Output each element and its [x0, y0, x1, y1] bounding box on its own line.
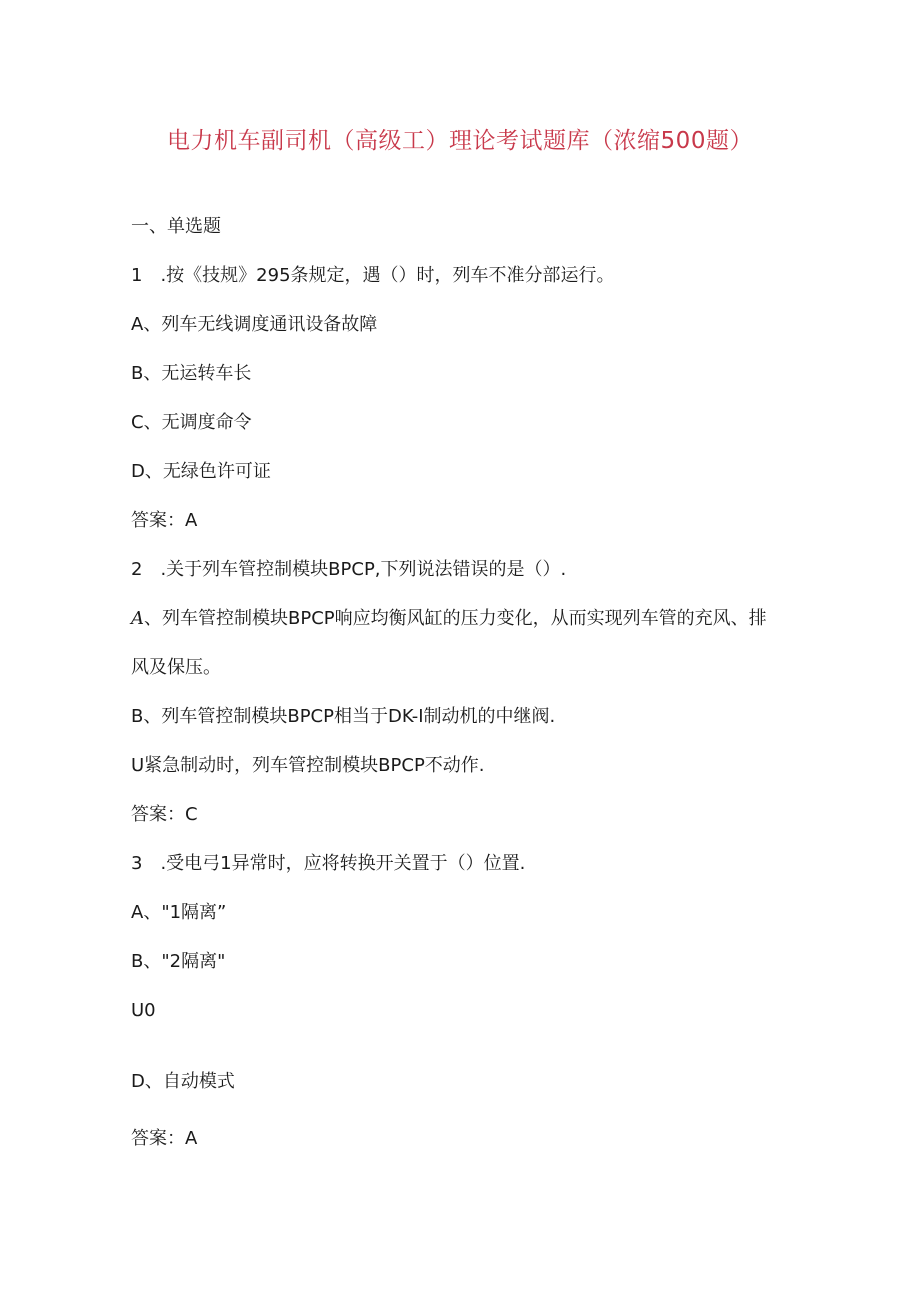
question-1-option-b: B、无运转车长 [131, 363, 252, 384]
question-3-option-b: B、"2隔离" [131, 951, 226, 972]
question-1-option-c: C、无调度命令 [131, 412, 252, 433]
question-2-option-a-continuation: 风及保压。 [131, 657, 221, 678]
question-3-option-c: U0 [131, 1000, 156, 1021]
question-2-option-a-letter: A [131, 608, 144, 629]
question-3-answer: 答案：A [131, 1128, 198, 1149]
question-2-option-b: B、列车管控制模块BPCP相当于DK-I制动机的中继阀. [131, 706, 556, 727]
question-3-option-a: A、"1隔离” [131, 902, 227, 923]
section-heading: 一、单选题 [131, 216, 221, 237]
question-2-answer: 答案：C [131, 804, 198, 825]
question-3-option-d: D、自动模式 [131, 1071, 235, 1092]
question-1-answer: 答案：A [131, 510, 198, 531]
question-2-option-a [131, 606, 767, 632]
question-2-option-c: U紧急制动时，列车管控制模块BPCP不动作. [131, 755, 485, 776]
question-1-stem: 1 .按《技规》295条规定，遇（）时，列车不准分部运行。 [131, 265, 615, 286]
question-1-option-d: D、无绿色许可证 [131, 461, 271, 482]
document-title: 电力机车副司机（高级工）理论考试题库（浓缩500题） [167, 128, 753, 154]
question-2-stem: 2 .关于列车管控制模块BPCP,下列说法错误的是（）. [131, 559, 567, 580]
question-3-stem: 3 .受电弓1异常时，应将转换开关置于（）位置. [131, 853, 526, 874]
question-2-option-a-text: 、列车管控制模块BPCP响应均衡风缸的压力变化，从而实现列车管的充风、排 [144, 608, 767, 629]
question-1-option-a: A、列车无线调度通讯设备故障 [131, 314, 378, 335]
